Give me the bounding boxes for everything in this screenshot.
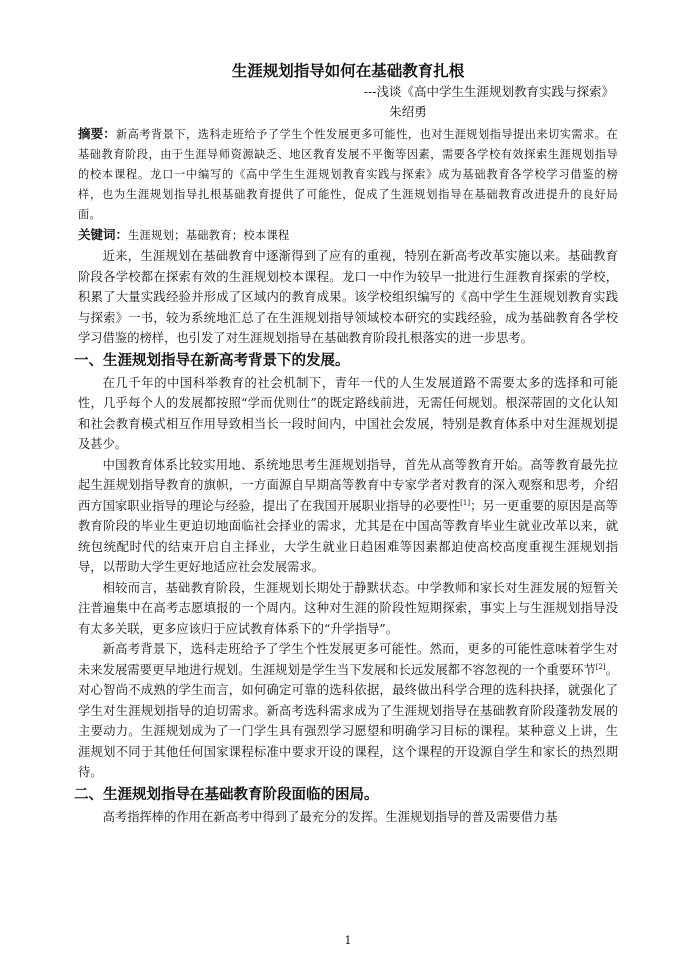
paragraph-text: 新高考背景下，选科走班给予了学生个性发展更多可能性。然而，更多的可能性意味着学生对未来发展需要更早地进行规划。生涯规划是学生当下发展和长远发展都不容忽视的一个重要环节: [78, 642, 618, 677]
paper-subtitle: ---浅谈《高中学生生涯规划教育实践与探索》: [363, 84, 614, 99]
author-name: 朱绍勇: [389, 104, 427, 119]
paragraph-text: 中国教育体系比较实用地、系统地思考生涯规划指导，首先从高等教育开始。高等教育最先拉起生涯规划指导教育的旗帜，一方面源自早期高等教育中专家学者对教育的深入观察和思考，介绍西方国家职业指导的理论与经验，提出了在我国开展职业指导的必要性: [78, 457, 618, 513]
section-1-paragraph-2: [78, 455, 618, 578]
section-2-heading: 二、生涯规划指导在基础教育阶段面临的困局。: [74, 786, 379, 803]
section-1-paragraph-3: 相较而言，基础教育阶段，生涯规划长期处于静默状态。中学教师和家长对生涯发展的短暂关注普遍集中在高考志愿填报的一个周内。这种对生涯的阶段性短期探索，事实上与生涯规划指导没有太多关联，更多应该归于应试教育体系下的“升学指导”。: [78, 580, 618, 636]
section-1-paragraph-1: 在几千年的中国科举教育的社会机制下，青年一代的人生发展道路不需要太多的选择和可能性，几乎每个人的发展都按照“学而优则仕”的既定路线前进，无需任何规划。根深蒂固的文化认知和社会教育模式相互作用导致相当长一段时间内，中国社会发展，特别是教育体系中对生涯规划提及甚少。: [78, 375, 618, 451]
keywords-text: 生涯规划；基础教育；校本课程: [128, 229, 290, 242]
citation-2: [2]: [595, 662, 606, 671]
page-number: 1: [344, 934, 352, 947]
section-2-paragraph-1: 高考指挥棒的作用在新高考中得到了最充分的发挥。生涯规划指导的普及需要借力基: [102, 809, 558, 824]
abstract-label: 摘要：: [78, 126, 116, 141]
keywords-label: 关键词：: [78, 227, 129, 242]
keywords: [78, 225, 618, 246]
intro-paragraph: 近来，生涯规划在基础教育中逐渐得到了应有的重视，特别在新高考改革实施以来。基础教育阶段各学校都在探索有效的生涯规划校本课程。龙口一中作为较早一批进行生涯教育探索的学校，积累了大量实践经验并形成了区域内的教育成果。该学校组织编写的《高中学生生涯规划教育实践与探索》一书，较为系统地汇总了在生涯规划指导领域校本研究的实践经验，成为基础教育各学校学习借鉴的榜样，也引发了对生涯规划指导在基础教育阶段扎根落实的进一步思考。: [78, 249, 618, 345]
paragraph-text: 。对心智尚不成熟的学生而言，如何确定可靠的选科依据，最终做出科学合理的选科抉择，就强化了学生对生涯规划指导的迫切需求。新高考选科需求成为了生涯规划指导在基础教育阶段蓬勃发展的主要动力。生涯规划成为了一门学生具有强烈学习愿望和明确学习目标的课程。某种意义上讲，生涯规划不同于其他任何国家课程标准中要求开设的课程，这个课程的开设源自学生和家长的热烈期待。: [78, 662, 618, 779]
paragraph-text: ；另一更重要的原因是高等教育阶段的毕业生更迫切地面临社会择业的需求，尤其是在中国高等教育毕业生就业改革以来，就统包统配时代的结束开启自主择业，大学生就业日趋困难等因素都迫使高校高度重视生涯规划指导，以帮助大学生更好地适应社会发展需求。: [78, 498, 618, 574]
abstract: [78, 124, 618, 225]
abstract-text: 新高考背景下，选科走班给予了学生个性发展更多可能性，也对生涯规划指导提出来切实需求。在基础教育阶段，由于生涯导师资源缺乏、地区教育发展不平衡等因素，需要各学校有效探索生涯规划指导的校本课程。龙口一中编写的《高中学生生涯规划教育实践与探索》成为基础教育各学校学习借鉴的榜样，也为生涯规划指导扎根基础教育提供了可能性，促成了生涯规划指导在基础教育改进提升的良好局面。: [78, 128, 618, 221]
section-1-heading: 一、生涯规划指导在新高考背景下的发展。: [74, 352, 350, 369]
section-1-paragraph-4: [78, 639, 618, 783]
citation-1: [1]: [460, 498, 471, 507]
paper-title: 生涯规划指导如何在基础教育扎根: [231, 62, 465, 80]
document-page: [74, 60, 618, 827]
